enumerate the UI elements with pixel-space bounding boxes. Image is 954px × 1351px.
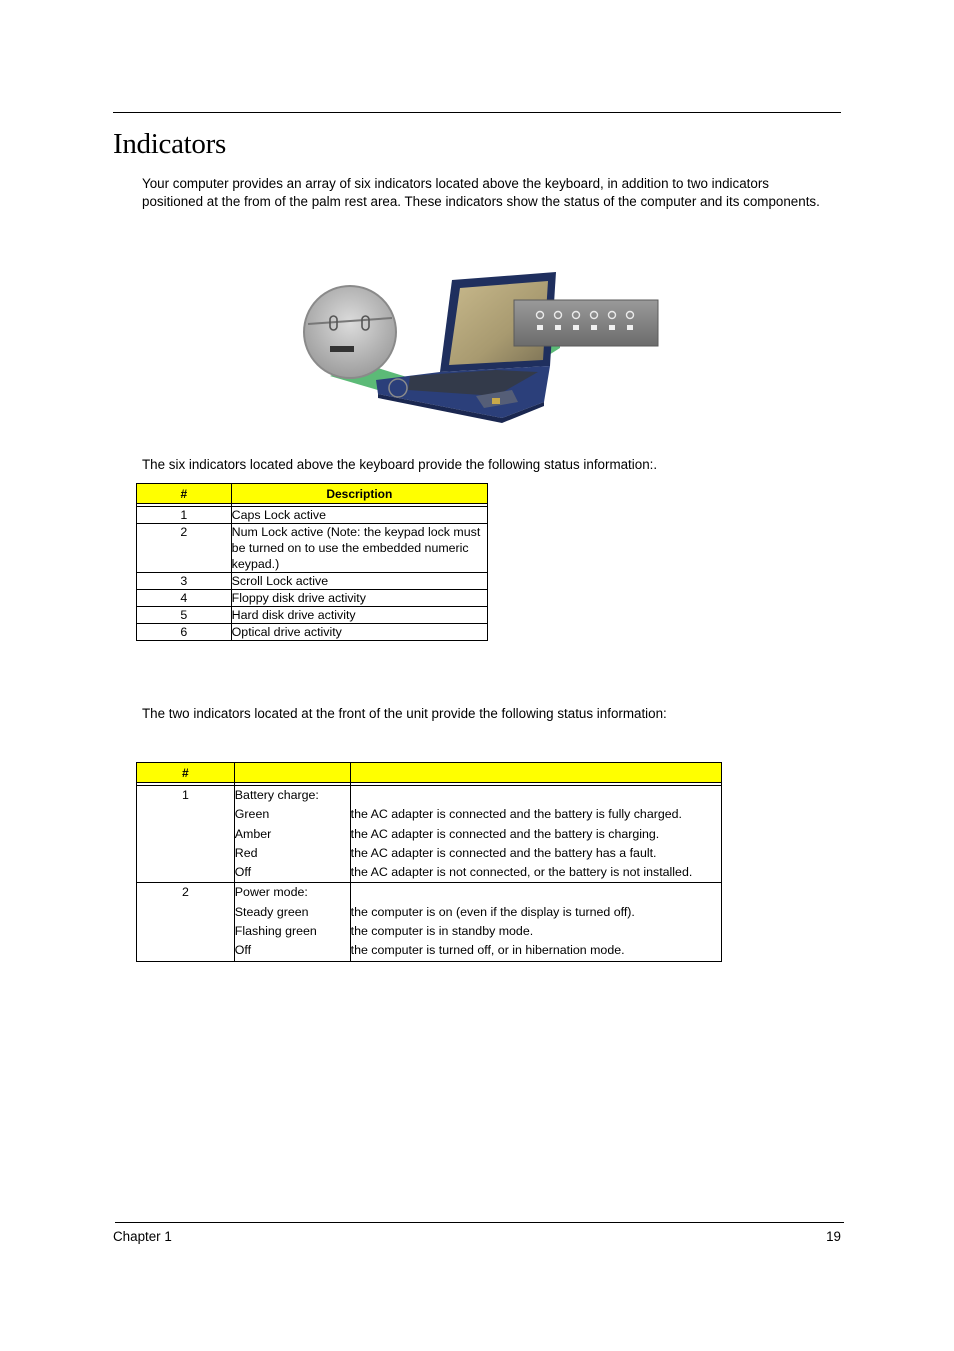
- table-row: [137, 607, 488, 624]
- table-header-row: [137, 763, 722, 783]
- row-description: Num Lock active (Note: the keypad lock must be turned on to use the embedded numeric keypad.): [231, 524, 487, 573]
- row-number: 6: [137, 624, 232, 641]
- row-number: 3: [137, 573, 232, 590]
- meaning-cell: [350, 883, 721, 961]
- meaning-cell: [350, 786, 721, 883]
- column-header-state: [234, 763, 350, 783]
- table-header-row: [137, 484, 488, 504]
- state-cell: [234, 786, 350, 883]
- table-row: [137, 524, 488, 573]
- keyboard-indicators-table: [136, 483, 488, 641]
- group-heading: Power mode:: [234, 885, 308, 900]
- column-header-meaning: [350, 763, 721, 783]
- intro-paragraph: Your computer provides an array of six indicators located above the keyboard, in addition to two indicators positioned at the from of the palm rest area. These indicators show the status of the computer and its components.: [142, 176, 820, 209]
- table-row: [137, 590, 488, 607]
- row-description: Scroll Lock active: [231, 573, 487, 590]
- state-meaning: the computer is turned off, or in hibernation mode.: [350, 943, 625, 958]
- page-title: Indicators: [113, 128, 226, 160]
- state-cell: [234, 883, 350, 961]
- state-meaning: the AC adapter is connected and the battery is fully charged.: [350, 807, 682, 822]
- group-number: 1: [137, 786, 235, 883]
- state-label: Off: [234, 943, 252, 958]
- footer-chapter: Chapter 1: [113, 1229, 172, 1244]
- group-number: 2: [137, 883, 235, 961]
- state-label: Off: [234, 865, 252, 880]
- row-number: 4: [137, 590, 232, 607]
- front-indicators-table: [136, 762, 722, 962]
- state-meaning: the AC adapter is not connected, or the battery is not installed.: [350, 865, 693, 880]
- row-description: Optical drive activity: [231, 624, 487, 641]
- table-row: [137, 507, 488, 524]
- row-number: 5: [137, 607, 232, 624]
- state-meaning: the computer is in standby mode.: [350, 924, 534, 939]
- table-row: [137, 624, 488, 641]
- column-header-number: #: [137, 763, 235, 783]
- row-description: Floppy disk drive activity: [231, 590, 487, 607]
- two-indicators-intro: The two indicators located at the front of the unit provide the following status information:: [142, 706, 667, 721]
- state-label: Steady green: [234, 904, 309, 919]
- header-rule: [113, 112, 841, 113]
- column-header-description: Description: [231, 484, 487, 504]
- table-row: [137, 786, 722, 883]
- state-label: Red: [234, 845, 258, 860]
- row-number: 2: [137, 524, 232, 573]
- six-indicators-intro: The six indicators located above the keyboard provide the following status information:.: [142, 457, 658, 472]
- row-description: Hard disk drive activity: [231, 607, 487, 624]
- laptop-indicators-illustration: [300, 268, 662, 430]
- group-heading: Battery charge:: [234, 788, 319, 802]
- state-meaning: the AC adapter is connected and the battery is charging.: [350, 826, 660, 841]
- state-meaning: the computer is on (even if the display is turned off).: [350, 904, 635, 919]
- footer-rule: [115, 1222, 844, 1223]
- row-number: 1: [137, 507, 232, 524]
- footer-page-number: 19: [826, 1229, 841, 1244]
- table-row: [137, 573, 488, 590]
- row-description: Caps Lock active: [231, 507, 487, 524]
- state-label: Flashing green: [234, 924, 317, 939]
- state-meaning: the AC adapter is connected and the battery has a fault.: [350, 845, 657, 860]
- state-label: Amber: [234, 826, 272, 841]
- state-label: Green: [234, 807, 270, 822]
- table-row: [137, 883, 722, 961]
- column-header-number: #: [137, 484, 232, 504]
